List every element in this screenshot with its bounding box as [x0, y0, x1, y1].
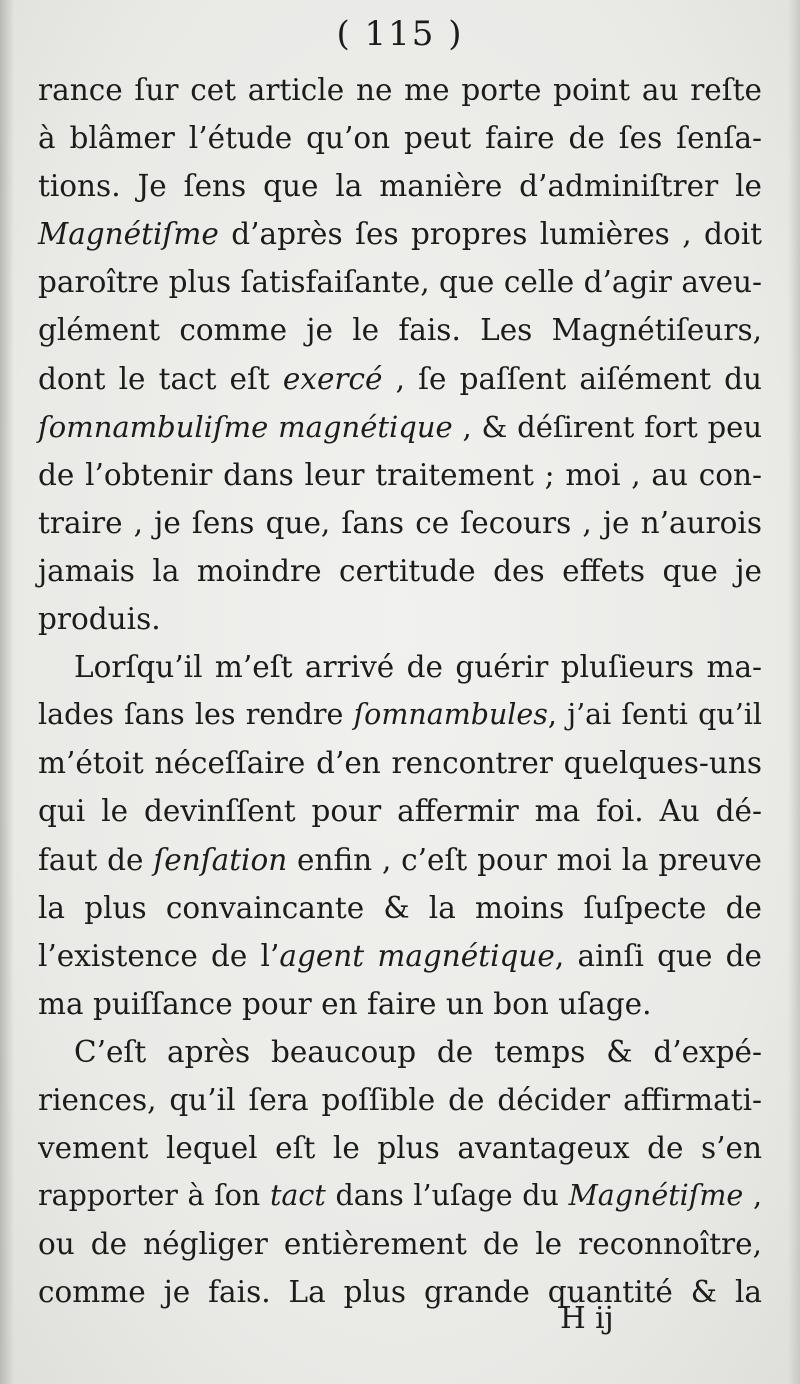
text-span: , ainſi que de: [554, 938, 762, 973]
text-line: [38, 691, 762, 739]
signature-mark: H ij: [560, 1301, 614, 1335]
text-span: ma puiſſance pour en faire un bon uſage.: [38, 986, 652, 1021]
text-span: rance ſur cet article ne me porte point au reſte: [38, 73, 762, 107]
text-line: [38, 306, 762, 354]
text-line: [38, 643, 762, 691]
text-span: traire , je ſens que, ſans ce ſecours , je n’aurois: [38, 505, 762, 540]
text-line: [38, 355, 762, 403]
text-line: [38, 66, 762, 114]
text-span: , & déſirent fort peu: [452, 409, 762, 444]
body-text: [38, 66, 762, 1316]
text-span: lades ſans les rendre: [38, 698, 354, 732]
text-span: produis.: [38, 602, 161, 637]
text-span: de l’obtenir dans leur traitement ; moi , au con-: [38, 457, 762, 492]
text-span: qui le devinſſent pour affermir ma foi. Au dé-: [38, 794, 762, 829]
text-line: [38, 1220, 762, 1268]
text-span: paroître plus ſatisfaiſante, que celle d’agir aveu-: [38, 265, 762, 300]
italic-text-span: exercé: [282, 361, 383, 396]
text-span: dont le tact eſt: [38, 361, 283, 396]
text-span: , j’ai ſenti qu’il: [547, 698, 762, 732]
text-span: , ſe paſſent aiſément du: [382, 361, 762, 396]
text-line: [38, 1268, 762, 1316]
text-line: [38, 980, 762, 1028]
text-span: l’existence de l’: [38, 938, 280, 973]
text-line: [38, 932, 762, 980]
italic-text-span: tact: [269, 1179, 326, 1213]
italic-text-span: agent magnétique: [279, 938, 555, 973]
text-span: C’eſt après beaucoup de temps & d’expé-: [74, 1034, 762, 1069]
text-span: riences, qu’il ſera poſſible de décider affirmati-: [38, 1082, 762, 1117]
page-edge-shadow-left: [0, 0, 14, 1384]
text-line: [38, 499, 762, 547]
italic-text-span: ſomnambuliſme magnétique: [38, 409, 453, 444]
italic-text-span: ſomnambules: [353, 698, 548, 732]
text-span: à blâmer l’étude qu’on peut faire de ſes ſenſa-: [38, 121, 762, 156]
text-span: m’étoit néceſſaire d’en rencontrer quelques-uns: [38, 746, 762, 781]
text-line: [38, 547, 762, 595]
text-span: d’après ſes propres lumières , doit: [218, 217, 762, 252]
text-span: tions. Je ſens que la manière d’adminiſtrer le: [38, 169, 762, 204]
text-line: [38, 403, 762, 451]
text-line: [38, 451, 762, 499]
text-line: [38, 258, 762, 306]
text-span: rapporter à ſon: [38, 1179, 270, 1213]
text-span: ,: [743, 1179, 763, 1213]
text-line: [38, 114, 762, 162]
text-line: [38, 787, 762, 835]
text-span: dans l’uſage du: [325, 1179, 569, 1213]
text-span: glément comme je le fais. Les Magnétiſeurs,: [38, 313, 762, 348]
text-line: [38, 1028, 762, 1076]
text-span: comme je fais. La plus grande quantité & la: [38, 1275, 762, 1310]
text-line: [38, 739, 762, 787]
italic-text-span: Magnétiſme: [38, 217, 219, 252]
text-line: [38, 1124, 762, 1172]
page-number: ( 115 ): [336, 14, 464, 54]
text-line: [38, 836, 762, 884]
text-span: faut de: [38, 842, 154, 877]
text-span: vement lequel eſt le plus avantageux de s’en: [38, 1131, 762, 1166]
text-line: [38, 884, 762, 932]
text-span: enfin , c’eſt pour moi la preuve: [287, 842, 762, 877]
text-line: [38, 210, 762, 258]
italic-text-span: Magnétiſme: [568, 1179, 744, 1213]
text-line: [38, 162, 762, 210]
italic-text-span: ſenſation: [153, 842, 288, 877]
text-line: [38, 1172, 762, 1220]
text-span: jamais la moindre certitude des effets que je: [38, 553, 762, 588]
text-span: Lorſqu’il m’eſt arrivé de guérir pluſieurs ma-: [74, 650, 762, 685]
page-edge-shadow-right: [788, 0, 800, 1384]
text-line: [38, 595, 762, 643]
text-span: la plus convaincante & la moins ſuſpecte de: [38, 890, 762, 925]
text-span: ou de négliger entièrement de le reconnoître,: [38, 1227, 762, 1262]
text-line: [38, 1076, 762, 1124]
